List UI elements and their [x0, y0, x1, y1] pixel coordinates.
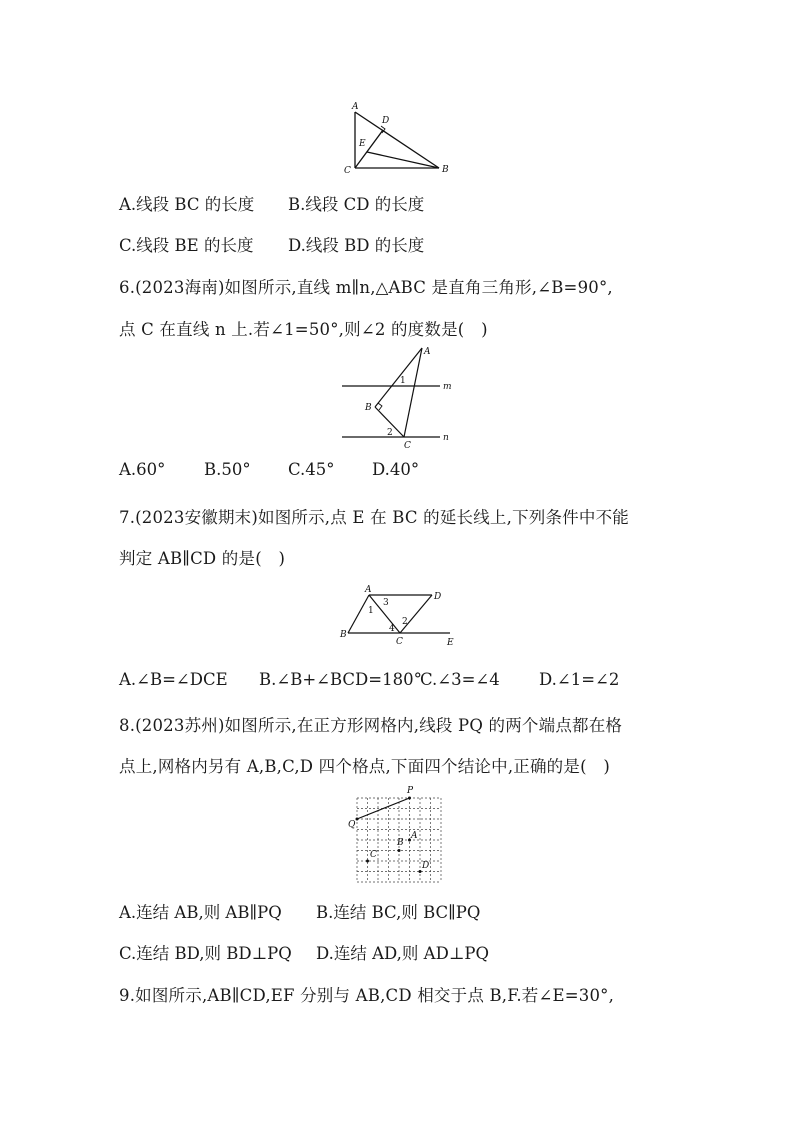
label-b: B [442, 165, 449, 175]
q6-stem-line2: 点 C 在直线 n 上.若∠1=50°,则∠2 的度数是( ) [119, 320, 488, 339]
label-a: A [411, 831, 418, 841]
q6-figure [338, 342, 460, 450]
q8-stem-line1: 8.(2023苏州)如图所示,在正方形网格内,线段 PQ 的两个端点都在格 [119, 716, 623, 735]
q6-option-a[interactable]: A.60° [119, 460, 166, 479]
label-e: E [447, 638, 454, 648]
q5-option-c[interactable]: C.线段 BE 的长度 [119, 236, 254, 255]
q7-stem-line1: 7.(2023安徽期末)如图所示,点 E 在 BC 的延长线上,下列条件中不能 [119, 508, 629, 527]
point-c [366, 860, 369, 863]
label-p: P [407, 786, 414, 796]
label-c: C [396, 637, 403, 647]
q5-option-d[interactable]: D.线段 BD 的长度 [288, 236, 425, 255]
label-angle-1: 1 [400, 376, 406, 386]
label-c: C [344, 166, 351, 176]
label-c: C [370, 850, 377, 860]
label-d: D [422, 861, 430, 871]
label-b: B [340, 630, 347, 640]
label-angle-2: 2 [387, 428, 393, 438]
q7-stem-line2: 判定 AB∥CD 的是( ) [119, 549, 286, 568]
segment-ab [355, 112, 439, 168]
label-angle-1: 1 [368, 606, 374, 616]
segment-ab [348, 595, 369, 633]
segment-ab [375, 348, 422, 407]
q7-option-a[interactable]: A.∠B=∠DCE [119, 670, 228, 689]
label-d: D [382, 116, 390, 126]
q5-option-a[interactable]: A.线段 BC 的长度 [119, 195, 255, 214]
q6-option-c[interactable]: C.45° [288, 460, 335, 479]
segment-be [367, 152, 439, 168]
label-n: n [443, 433, 449, 443]
q6-option-d[interactable]: D.40° [372, 460, 420, 479]
q6-stem-line1: 6.(2023海南)如图所示,直线 m∥n,△ABC 是直角三角形,∠B=90°, [119, 278, 613, 297]
segment-cd [355, 130, 383, 168]
point-b [398, 849, 401, 852]
q8-figure [346, 783, 450, 887]
q7-option-d[interactable]: D.∠1=∠2 [539, 670, 620, 689]
point-p [408, 797, 411, 800]
point-q [356, 818, 359, 821]
q8-option-d[interactable]: D.连结 AD,则 AD⊥PQ [316, 944, 489, 963]
q5-figure [338, 98, 458, 178]
label-a: A [352, 102, 359, 112]
q7-option-b[interactable]: B.∠B+∠BCD=180° [259, 670, 422, 689]
label-angle-4: 4 [389, 624, 395, 634]
q6-option-b[interactable]: B.50° [204, 460, 251, 479]
q8-option-b[interactable]: B.连结 BC,则 BC∥PQ [316, 903, 481, 922]
right-angle-mark [378, 403, 382, 410]
label-e: E [359, 139, 366, 149]
q9-stem-line1: 9.如图所示,AB∥CD,EF 分别与 AB,CD 相交于点 B,F.若∠E=30°, [119, 986, 615, 1005]
label-angle-3: 3 [383, 598, 389, 608]
label-angle-2: 2 [402, 617, 408, 627]
q8-stem-line2: 点上,网格内另有 A,B,C,D 四个格点,下面四个结论中,正确的是( ) [119, 757, 611, 776]
segment-dc [400, 595, 432, 633]
label-b: B [365, 403, 372, 413]
label-a: A [365, 585, 372, 595]
q8-option-c[interactable]: C.连结 BD,则 BD⊥PQ [119, 944, 292, 963]
q5-option-b[interactable]: B.线段 CD 的长度 [288, 195, 425, 214]
label-c: C [404, 441, 411, 450]
q7-option-c[interactable]: C.∠3=∠4 [420, 670, 500, 689]
label-d: D [434, 592, 442, 602]
label-a: A [424, 347, 431, 357]
q7-figure [338, 585, 463, 649]
q8-option-a[interactable]: A.连结 AB,则 AB∥PQ [119, 903, 282, 922]
label-q: Q [348, 820, 356, 830]
label-b: B [397, 838, 404, 848]
label-m: m [443, 382, 452, 392]
segment-ac [404, 348, 422, 437]
